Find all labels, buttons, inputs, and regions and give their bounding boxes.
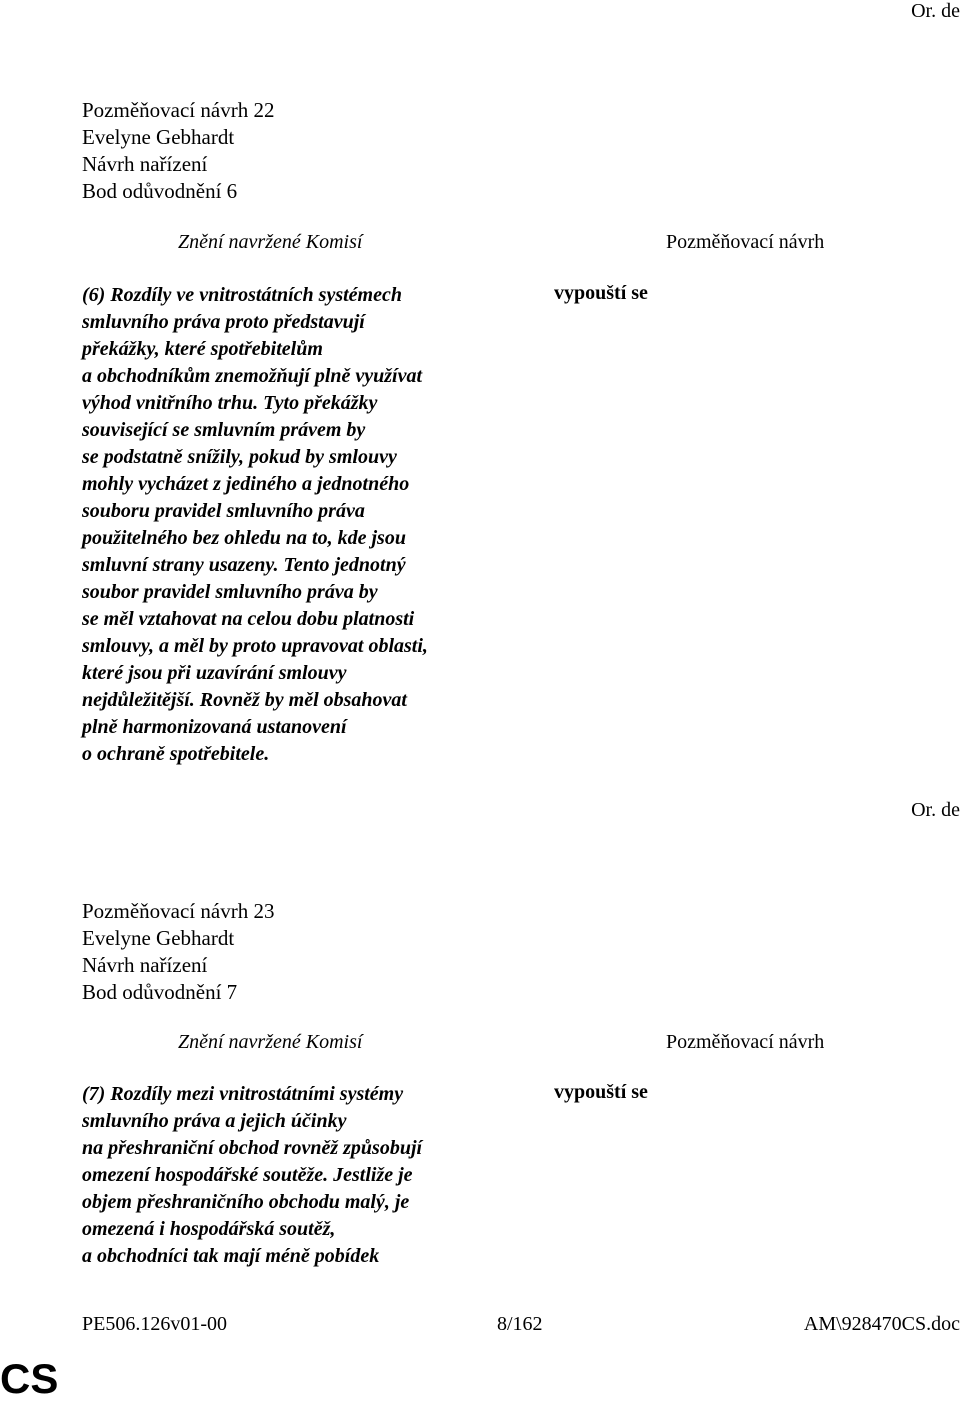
text-line: soubor pravidel smluvního práva by [82,581,378,603]
text-line: a obchodníkům znemožňují plně využívat [82,365,423,387]
amendment-point: Bod odůvodnění 7 [82,980,238,1004]
text-line: smlouvy, a měl by proto upravovat oblasti, [82,635,428,657]
text-line: (6) Rozdíly ve vnitrostátních systémech [82,284,402,306]
language-marker: Or. de [911,799,960,821]
amendment-subject: Návrh nařízení [82,953,208,977]
footer-doc-ref: PE506.126v01-00 [82,1313,227,1335]
amendment-point: Bod odůvodnění 6 [82,179,238,203]
text-line: smluvního práva proto představují [82,311,365,333]
text-line: nejdůležitější. Rovněž by měl obsahovat [82,689,407,711]
text-line: objem přeshraničního obchodu malý, je [82,1191,410,1213]
column-header-amendment: Pozměňovací návrh [666,231,825,253]
footer-page-number: 8/162 [497,1313,543,1335]
text-line: na přeshraniční obchod rovněž způsobují [82,1137,423,1159]
amendment-heading: Pozměňovací návrh 22 [82,98,275,122]
text-line: a obchodníci tak mají méně pobídek [82,1245,380,1267]
text-line: omezená i hospodářská soutěž, [82,1218,336,1240]
amendment-subject: Návrh nařízení [82,152,208,176]
text-line: smluvní strany usazeny. Tento jednotný [82,554,406,576]
language-marker: Or. de [911,0,960,22]
column-header-amendment: Pozměňovací návrh [666,1031,825,1053]
footer-file-ref: AM\928470CS.doc [803,1313,960,1335]
text-line: (7) Rozdíly mezi vnitrostátními systémy [82,1083,404,1105]
language-code-badge: CS [0,1355,59,1402]
text-line: mohly vycházet z jediného a jednotného [82,473,410,495]
text-line: plně harmonizovaná ustanovení [82,716,347,738]
text-line: o ochraně spotřebitele. [82,743,270,765]
amendment-heading: Pozměňovací návrh 23 [82,899,275,923]
text-line: překážky, které spotřebitelům [82,338,323,360]
deleted-marker: vypouští se [554,1081,648,1103]
text-line: použitelného bez ohledu na to, kde jsou [82,527,406,549]
text-line: výhod vnitřního trhu. Tyto překážky [82,392,378,414]
text-line: které jsou při uzavírání smlouvy [82,662,347,684]
column-header-commission-text: Znění navržené Komisí [178,231,363,253]
text-line: smluvního práva a jejich účinky [82,1110,347,1132]
amendment-author: Evelyne Gebhardt [82,926,235,950]
column-header-commission-text: Znění navržené Komisí [178,1031,363,1053]
amendment-author: Evelyne Gebhardt [82,125,235,149]
text-line: se podstatně snížily, pokud by smlouvy [82,446,397,468]
commission-text-block [82,282,512,768]
text-line: souboru pravidel smluvního práva [82,500,365,522]
text-line: související se smluvním právem by [82,419,366,441]
commission-text-block [82,1081,512,1270]
text-line: omezení hospodářské soutěže. Jestliže je [82,1164,413,1186]
deleted-marker: vypouští se [554,282,648,304]
text-line: se měl vztahovat na celou dobu platnosti [82,608,415,630]
